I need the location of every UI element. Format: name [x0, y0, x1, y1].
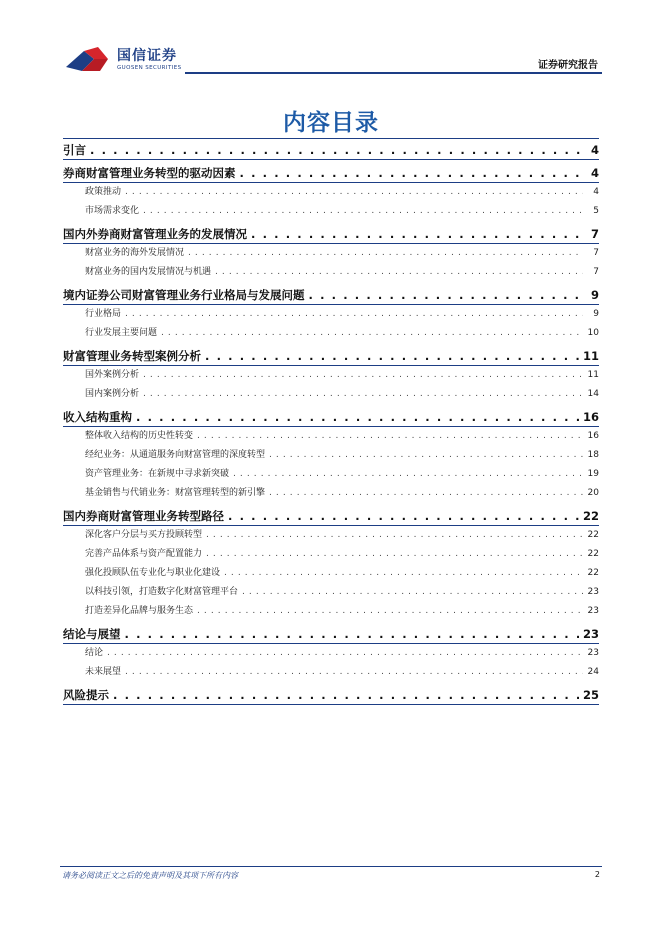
- toc-leader-dots: [125, 626, 579, 643]
- toc-subsection-entry[interactable]: [63, 183, 599, 202]
- toc-leader-dots: [125, 183, 583, 202]
- toc-entry-title: 券商财富管理业务转型的驱动因素: [63, 166, 236, 180]
- toc-section-entry[interactable]: [63, 406, 599, 427]
- toc-leader-dots: [228, 508, 579, 525]
- toc-title: 内容目录: [283, 110, 379, 136]
- toc-entry-page: 9: [590, 288, 599, 302]
- toc-leader-dots: [215, 263, 583, 282]
- toc-entry-page: 11: [587, 370, 599, 380]
- toc-section-entry[interactable]: [63, 284, 599, 305]
- toc-leader-dots: [205, 348, 579, 365]
- toc-entry-title: 境内证券公司财富管理业务行业格局与发展问题: [63, 288, 305, 302]
- toc-leader-dots: [125, 305, 583, 324]
- toc-leader-dots: [197, 602, 583, 621]
- toc-subsection-entry[interactable]: [63, 202, 599, 221]
- toc-leader-dots: [251, 226, 583, 243]
- toc-section-entry[interactable]: [63, 162, 599, 183]
- toc-leader-dots: [233, 465, 583, 484]
- toc-subsection-entry[interactable]: [63, 644, 599, 663]
- toc-entry-page: 9: [593, 309, 599, 319]
- toc-entry-title: 深化客户分层与买方投顾转型: [85, 530, 203, 540]
- toc-subsection-entry[interactable]: [63, 385, 599, 404]
- toc-entry-title: 结论: [85, 648, 104, 658]
- toc-subsection-entry[interactable]: [63, 324, 599, 343]
- report-type-label: 证券研究报告: [538, 60, 598, 71]
- toc-leader-dots: [143, 202, 583, 221]
- toc-leader-dots: [269, 484, 583, 503]
- toc-leader-dots: [188, 244, 583, 263]
- toc-entry-page: 4: [590, 166, 599, 180]
- footer-divider: [60, 866, 602, 867]
- logo-chinese-name: 国信证券: [117, 48, 177, 64]
- toc-section-entry[interactable]: [63, 505, 599, 526]
- toc-entry-page: 23: [587, 606, 599, 616]
- toc-entry-page: 4: [593, 187, 599, 197]
- toc-section-entry[interactable]: [63, 223, 599, 244]
- toc-entry-title: 财富业务的国内发展情况与机遇: [85, 267, 212, 277]
- toc-entry-title: 市场需求变化: [85, 206, 140, 216]
- toc-subsection-entry[interactable]: [63, 545, 599, 564]
- toc-entry-page: 16: [582, 410, 599, 424]
- toc-entry-title: 强化投顾队伍专业化与职业化建设: [85, 568, 221, 578]
- toc-subsection-entry[interactable]: [63, 663, 599, 682]
- toc-entry-title: 行业格局: [85, 309, 122, 319]
- toc-entry-title: 国内外券商财富管理业务的发展情况: [63, 227, 247, 241]
- toc-entry-title: 国内案例分析: [85, 389, 140, 399]
- toc-entry-page: 22: [582, 509, 599, 523]
- toc-subsection-entry[interactable]: [63, 244, 599, 263]
- toc-entry-page: 18: [587, 450, 599, 460]
- footer-disclaimer: 请务必阅读正文之后的免责声明及其项下所有内容: [62, 871, 238, 880]
- toc-subsection-entry[interactable]: [63, 583, 599, 602]
- toc-entry-title: 收入结构重构: [63, 410, 132, 424]
- toc-subsection-entry[interactable]: [63, 602, 599, 621]
- toc-leader-dots: [136, 409, 579, 426]
- toc-entry-title: 未来展望: [85, 667, 122, 677]
- toc-entry-title: 完善产品体系与资产配置能力: [85, 549, 203, 559]
- toc-leader-dots: [240, 165, 584, 182]
- toc-entry-page: 22: [587, 549, 599, 559]
- toc-leader-dots: [107, 644, 583, 663]
- logo-english-name: GUOSEN SECURITIES: [117, 65, 182, 71]
- toc-leader-dots: [90, 142, 583, 159]
- toc-subsection-entry[interactable]: [63, 366, 599, 385]
- toc-entry-title: 风险提示: [63, 688, 109, 702]
- toc-entry-page: 23: [582, 627, 599, 641]
- toc-entry-title: 打造差异化品牌与服务生态: [85, 606, 194, 616]
- toc-entry-page: 22: [587, 530, 599, 540]
- toc-entry-title: 整体收入结构的历史性转变: [85, 431, 194, 441]
- toc-subsection-entry[interactable]: [63, 526, 599, 545]
- toc-leader-dots: [197, 427, 583, 446]
- toc-subsection-entry[interactable]: [63, 465, 599, 484]
- toc-leader-dots: [113, 687, 579, 704]
- toc-leader-dots: [206, 526, 583, 545]
- toc-subsection-entry[interactable]: [63, 263, 599, 282]
- table-of-contents: [63, 136, 599, 705]
- toc-entry-page: 25: [582, 688, 599, 702]
- toc-entry-title: 资产管理业务：在新规中寻求新突破: [85, 469, 230, 479]
- page-header: [0, 0, 662, 80]
- toc-leader-dots: [269, 446, 583, 465]
- toc-entry-title: 结论与展望: [63, 627, 121, 641]
- toc-leader-dots: [309, 287, 584, 304]
- toc-subsection-entry[interactable]: [63, 305, 599, 324]
- toc-entry-page: 5: [593, 206, 599, 216]
- toc-entry-page: 16: [587, 431, 599, 441]
- toc-entry-title: 政策推动: [85, 187, 122, 197]
- toc-entry-page: 23: [587, 648, 599, 658]
- toc-entry-page: 4: [590, 143, 599, 157]
- toc-section-entry[interactable]: [63, 684, 599, 705]
- toc-entry-page: 20: [587, 488, 599, 498]
- page-number: 2: [594, 870, 600, 879]
- toc-entry-title: 行业发展主要问题: [85, 328, 158, 338]
- toc-entry-page: 24: [587, 667, 599, 677]
- toc-entry-title: 国内券商财富管理业务转型路径: [63, 509, 224, 523]
- toc-leader-dots: [143, 366, 583, 385]
- toc-entry-page: 23: [587, 587, 599, 597]
- toc-entry-page: 22: [587, 568, 599, 578]
- toc-entry-page: 7: [593, 248, 599, 258]
- toc-entry-page: 14: [587, 389, 599, 399]
- toc-leader-dots: [206, 545, 583, 564]
- toc-entry-page: 11: [582, 349, 599, 363]
- toc-section-entry[interactable]: [63, 623, 599, 644]
- toc-entry-title: 以科技引领，打造数字化财富管理平台: [85, 587, 239, 597]
- toc-subsection-entry[interactable]: [63, 446, 599, 465]
- header-divider: [185, 72, 602, 74]
- toc-subsection-entry[interactable]: [63, 484, 599, 503]
- toc-entry-page: 10: [587, 328, 599, 338]
- toc-entry-title: 财富业务的海外发展情况: [85, 248, 185, 258]
- toc-leader-dots: [224, 564, 583, 583]
- toc-entry-page: 7: [590, 227, 599, 241]
- toc-leader-dots: [242, 583, 583, 602]
- toc-entry-page: 19: [587, 469, 599, 479]
- guosen-logo: [64, 45, 194, 77]
- toc-entry-title: 财富管理业务转型案例分析: [63, 349, 201, 363]
- toc-section-entry[interactable]: [63, 138, 599, 160]
- toc-leader-dots: [161, 324, 583, 343]
- toc-subsection-entry[interactable]: [63, 564, 599, 583]
- toc-section-entry[interactable]: [63, 345, 599, 366]
- toc-leader-dots: [125, 663, 583, 682]
- toc-entry-title: 国外案例分析: [85, 370, 140, 380]
- toc-entry-title: 引言: [63, 143, 86, 157]
- toc-leader-dots: [143, 385, 583, 404]
- toc-entry-title: 经纪业务：从通道服务向财富管理的深度转型: [85, 450, 266, 460]
- toc-subsection-entry[interactable]: [63, 427, 599, 446]
- toc-entry-title: 基金销售与代销业务：财富管理转型的新引擎: [85, 488, 266, 498]
- guosen-logo-mark-icon: [64, 45, 112, 75]
- toc-entry-page: 7: [593, 267, 599, 277]
